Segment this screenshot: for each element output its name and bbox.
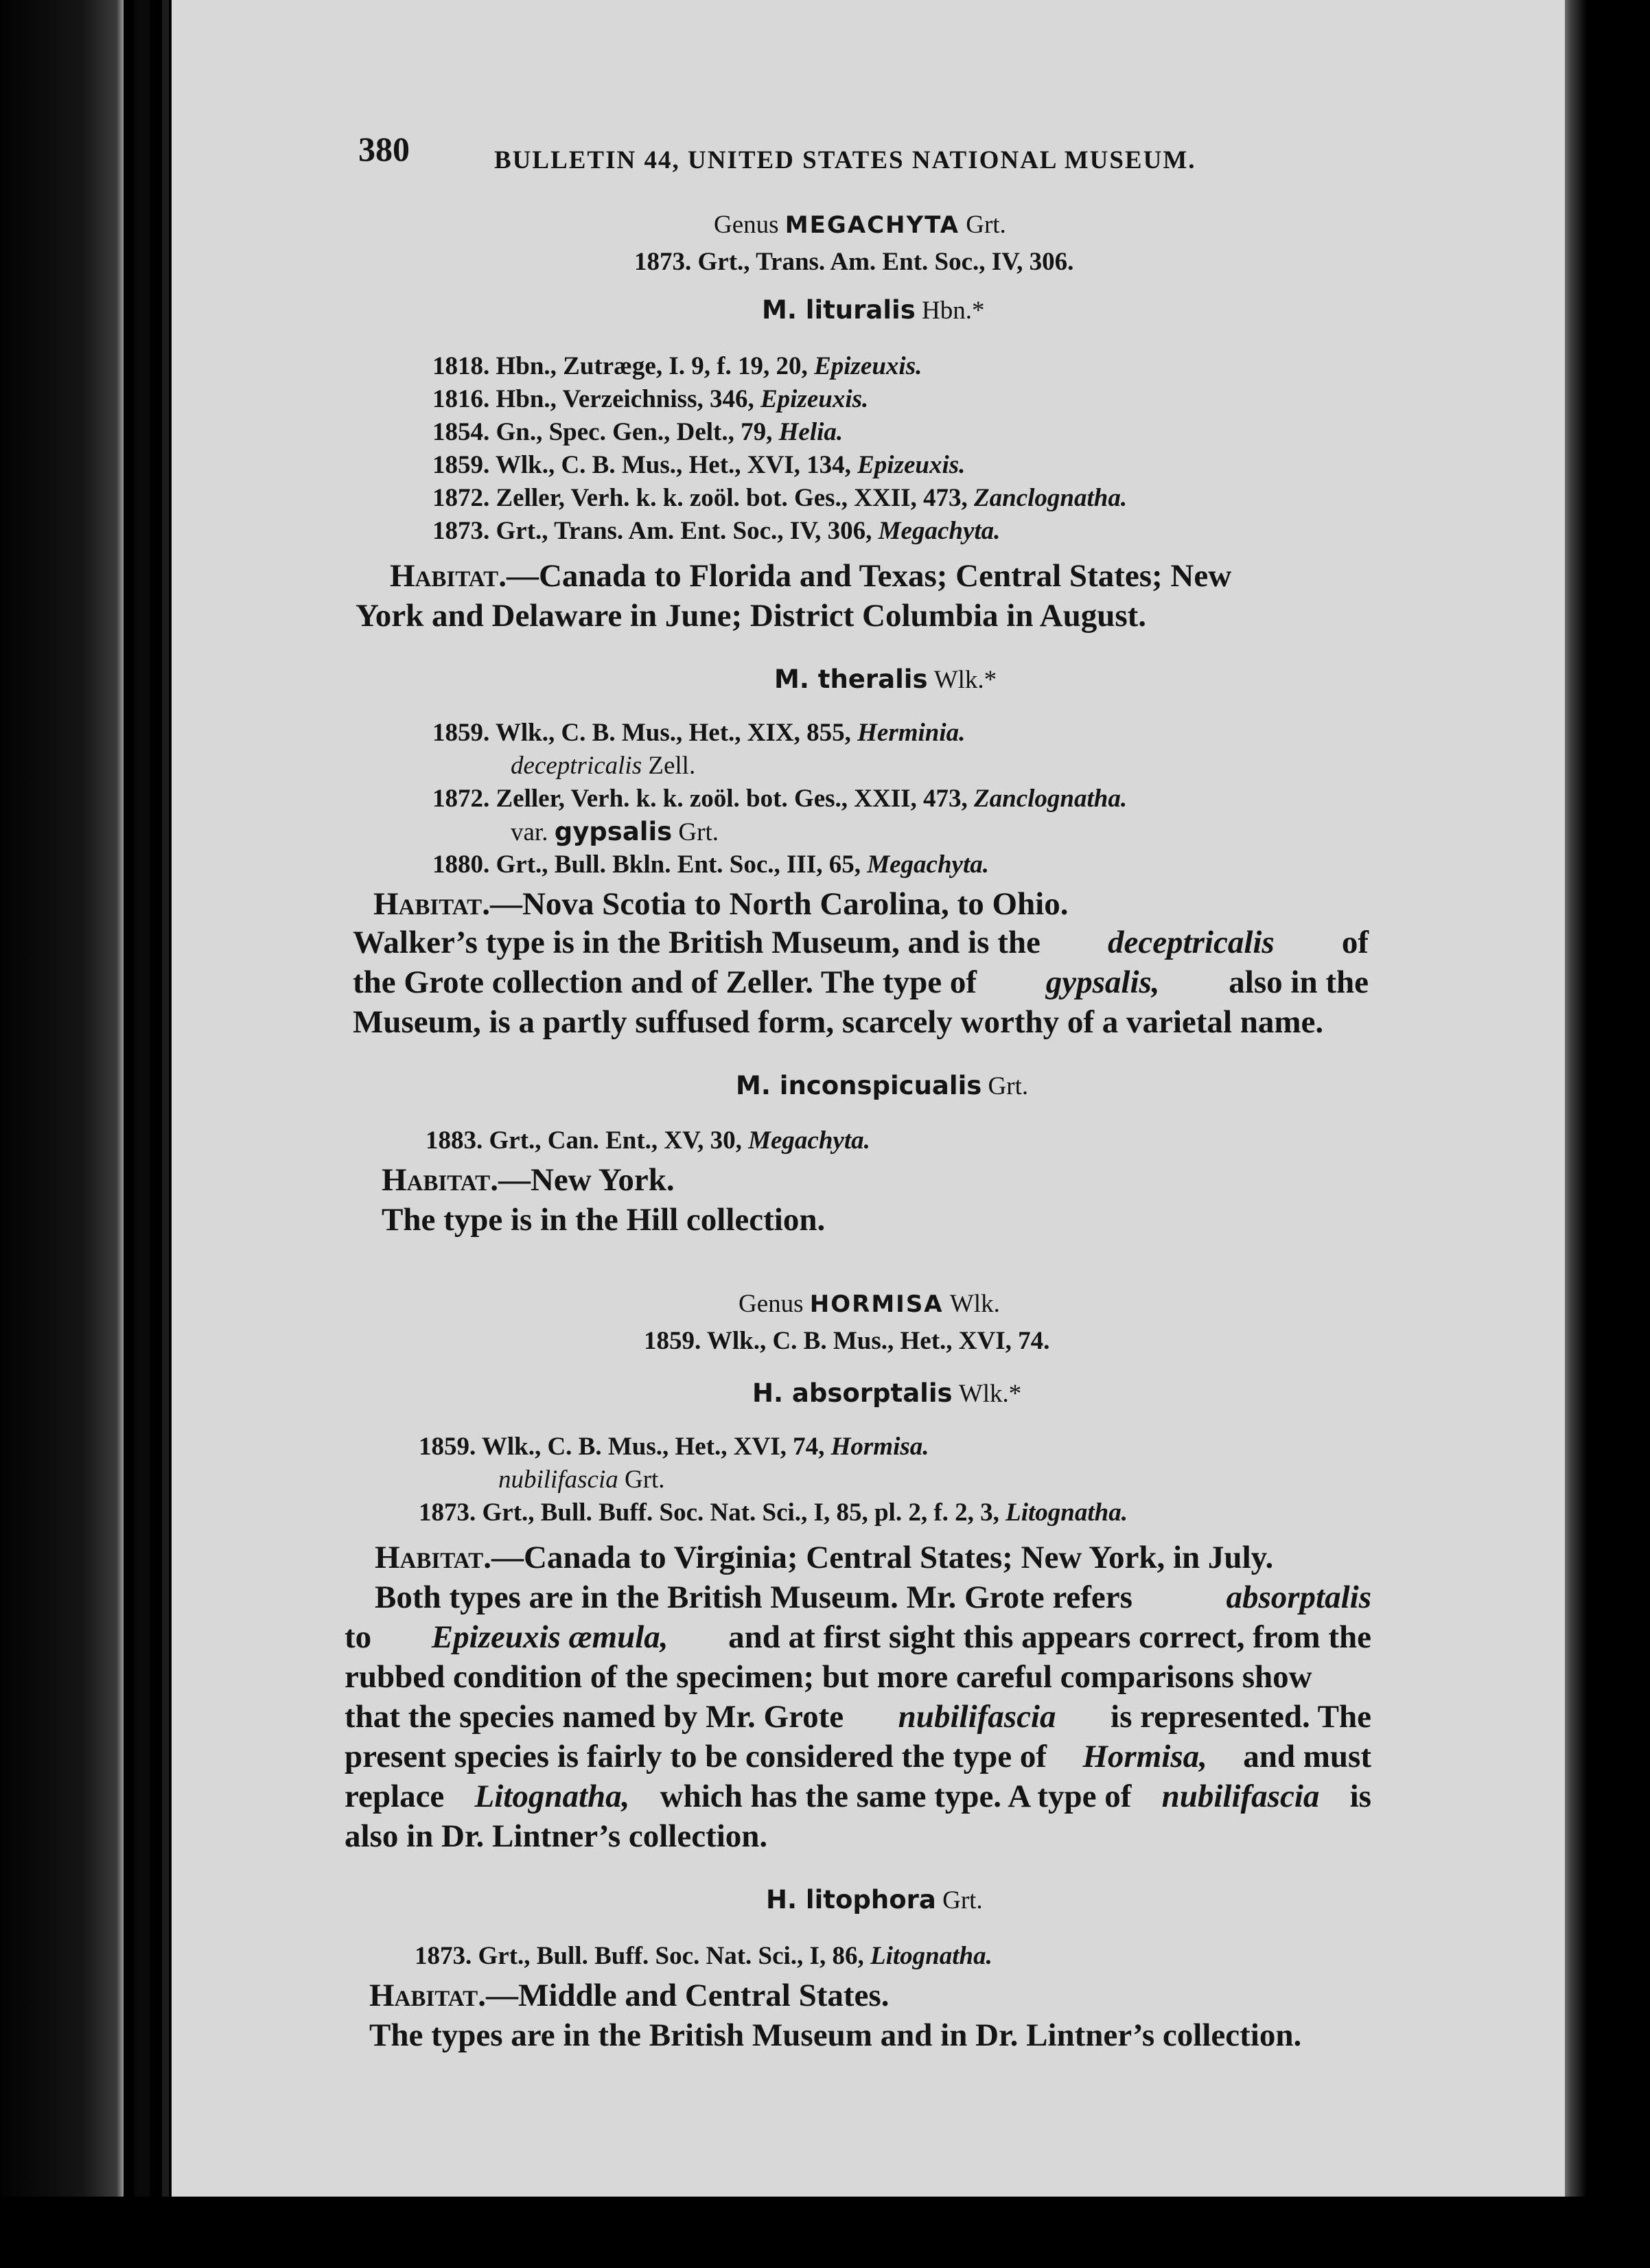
ref-text: Grt., Bull. Bkln. Ent. Soc., III, 65, (496, 850, 861, 879)
note-text: and at first sight this appears correct, from the (728, 1619, 1371, 1655)
note-text: also in the (1229, 964, 1369, 1000)
reference-line (432, 718, 965, 748)
scan-border-left (0, 0, 124, 2268)
scan-border-stripe (135, 0, 150, 2268)
note-line (345, 1778, 1371, 1815)
species-author: Grt. (942, 1886, 983, 1914)
note-line (345, 1738, 1371, 1775)
species-name: M. theralis (774, 664, 928, 694)
note-line (345, 1619, 1371, 1656)
species-name: H. absorptalis (752, 1378, 953, 1408)
note-italic: Hormisa, (1082, 1739, 1207, 1774)
ref-genus: Megachyta. (748, 1126, 870, 1155)
habitat-line (382, 1161, 675, 1199)
note-text: Walker’s type is in the British Museum, and is the (353, 925, 1041, 960)
reference-line (419, 1432, 929, 1461)
ref-year: 1859. (419, 1433, 476, 1461)
ref-year: 1854. (432, 418, 490, 446)
species-name: M. inconspicualis (736, 1071, 982, 1100)
ref-text: Wlk., C. B. Mus., Het., XVI, 134, (495, 451, 851, 479)
ref-year: 1880. (432, 850, 490, 879)
reference-line (432, 483, 1127, 513)
ref-text: Zeller, Verh. k. k. zoöl. bot. Ges., XXII, 473, (496, 484, 968, 512)
note-line: rubbed condition of the specimen; but more careful comparisons show (345, 1659, 1312, 1695)
reference-line (415, 1941, 992, 1971)
habitat-text: —Canada to Florida and Texas; Central States; New (506, 558, 1232, 594)
ref-text: Zeller, Verh. k. k. zoöl. bot. Ges., XXII, 473, (496, 785, 968, 813)
ref-genus: Megachyta. (867, 850, 990, 879)
genus-label: Genus (739, 1290, 804, 1318)
species-author: Hbn.* (922, 297, 985, 325)
note-text: the Grote collection and of Zeller. The type of (353, 964, 977, 1000)
habitat-line (369, 1977, 889, 2014)
ref-genus: Hormisa. (830, 1433, 929, 1461)
reference-line (432, 450, 965, 480)
ref-text: Grt., Bull. Buff. Soc. Nat. Sci., I, 85, pl. 2, f. 2, 3, (482, 1498, 999, 1527)
note-line: Museum, is a partly suffused form, scarcely worthy of a varietal name. (353, 1004, 1324, 1040)
ref-year: 1818. (432, 352, 490, 380)
species-heading-inconspicualis (736, 1071, 1028, 1101)
note-text: present species is fairly to be considered the type of (345, 1739, 1047, 1774)
species-name: M. lituralis (762, 295, 916, 325)
ref-year: 1873. (432, 517, 490, 545)
habitat-label: Habitat. (369, 1978, 486, 2013)
synonym-line (511, 751, 695, 780)
reference-line (432, 417, 843, 447)
note-italic: Litognatha, (474, 1779, 630, 1814)
ref-year: 1859. (432, 451, 490, 479)
synonym-author: Grt. (624, 1466, 665, 1494)
ref-genus: Epizeuxis. (857, 451, 966, 479)
ref-text: Wlk., C. B. Mus., Het., XIX, 855, (495, 719, 851, 747)
habitat-text: —Middle and Central States. (485, 1978, 890, 2013)
paper-sheet (172, 0, 1565, 2197)
species-heading-theralis (774, 664, 997, 695)
habitat-label: Habitat. (375, 1540, 491, 1575)
ref-year: 1883. (426, 1126, 483, 1155)
note-line: The types are in the British Museum and in Dr. Lintner’s collection. (369, 2017, 1302, 2053)
genus-citation: 1873. Grt., Trans. Am. Ent. Soc., IV, 306. (634, 248, 1074, 276)
ref-genus: Herminia. (857, 719, 966, 747)
ref-genus: Epizeuxis. (814, 352, 922, 380)
reference-line (419, 1498, 1128, 1527)
species-author: Wlk.* (933, 666, 997, 694)
ref-genus: Litognatha. (1006, 1498, 1128, 1527)
note-italic: nubilifascia (898, 1699, 1056, 1735)
ref-genus: Zanclognatha. (974, 484, 1128, 512)
genus-author: Wlk. (949, 1290, 1000, 1318)
variety-line (511, 817, 719, 847)
note-line (353, 964, 1369, 1001)
note-text: which has the same type. A type of (660, 1779, 1132, 1814)
species-author: Grt. (988, 1072, 1029, 1100)
ref-genus: Litognatha. (870, 1942, 992, 1970)
ref-text: Wlk., C. B. Mus., Het., XVI, 74, (481, 1433, 825, 1461)
reference-line (426, 1126, 870, 1155)
note-line (375, 1579, 1371, 1616)
ref-genus: Helia. (778, 418, 844, 446)
genus-name: MEGACHYTA (785, 211, 960, 239)
ref-text: Grt., Trans. Am. Ent. Soc., IV, 306, (496, 517, 872, 545)
reference-line (432, 850, 989, 879)
ref-year: 1873. (415, 1942, 472, 1970)
habitat-label: Habitat. (382, 1162, 498, 1198)
page-number: 380 (358, 130, 410, 168)
synonym-name: nubilifascia (498, 1466, 618, 1494)
species-name: H. litophora (766, 1885, 936, 1914)
species-heading-absorptalis (752, 1378, 1021, 1409)
habitat-label: Habitat. (390, 558, 507, 594)
ref-text: Hbn., Zutræge, I. 9, f. 19, 20, (496, 352, 808, 380)
note-italic: gypsalis, (1045, 964, 1160, 1000)
reference-line (432, 384, 868, 414)
synonym-name: deceptricalis (511, 752, 642, 780)
synonym-line (498, 1465, 665, 1494)
variety-author: Grt. (678, 818, 719, 846)
species-author: Wlk.* (958, 1380, 1022, 1408)
note-text: Both types are in the British Museum. Mr. Grote refers (375, 1579, 1132, 1615)
ref-text: Grt., Can. Ent., XV, 30, (489, 1126, 742, 1155)
scan-border-right (1585, 0, 1650, 2268)
note-line (353, 924, 1369, 961)
note-text: is (1349, 1779, 1371, 1814)
habitat-line (373, 886, 1068, 923)
ref-genus: Megachyta. (878, 517, 1001, 545)
note-text: that the species named by Mr. Grote (345, 1699, 844, 1735)
note-italic: absorptalis (1226, 1579, 1371, 1615)
habitat-continuation: York and Delaware in June; District Columbia in August. (356, 598, 1147, 634)
ref-text: Hbn., Verzeichniss, 346, (496, 385, 754, 413)
ref-year: 1872. (432, 484, 490, 512)
variety-prefix: var. (511, 818, 548, 846)
running-title: BULLETIN 44, UNITED STATES NATIONAL MUSEUM. (494, 146, 1196, 174)
species-heading-litophora (766, 1885, 983, 1915)
species-heading-lituralis (762, 295, 985, 325)
note-italic: Epizeuxis æmula, (431, 1619, 669, 1655)
genus-citation: 1859. Wlk., C. B. Mus., Het., XVI, 74. (644, 1327, 1050, 1355)
note-italic: deceptricalis (1107, 925, 1275, 960)
ref-year: 1816. (432, 385, 490, 413)
habitat-text: —Canada to Virginia; Central States; New York, in July. (491, 1540, 1274, 1575)
ref-year: 1859. (432, 719, 490, 747)
note-line: The type is in the Hill collection. (382, 1202, 826, 1238)
scan-border-bottom (0, 2197, 1650, 2268)
genus-author: Grt. (966, 211, 1006, 239)
genus-heading-megachyta (714, 210, 1006, 240)
ref-year: 1872. (432, 785, 490, 813)
genus-heading-hormisa (739, 1289, 1000, 1319)
ref-text: Gn., Spec. Gen., Delt., 79, (496, 418, 773, 446)
note-line (345, 1698, 1371, 1735)
ref-genus: Epizeuxis. (760, 385, 869, 413)
note-text: of (1341, 925, 1369, 960)
note-text: and must (1243, 1739, 1371, 1774)
scan-border-stripe-2 (162, 0, 169, 2268)
note-line: also in Dr. Lintner’s collection. (345, 1818, 768, 1854)
reference-line (432, 516, 1000, 546)
synonym-author: Zell. (648, 752, 696, 780)
ref-text: Grt., Bull. Buff. Soc. Nat. Sci., I, 86, (478, 1942, 864, 1970)
habitat-text: —Nova Scotia to North Carolina, to Ohio. (489, 886, 1069, 922)
variety-name: gypsalis (554, 817, 673, 846)
habitat-label: Habitat. (373, 886, 490, 922)
note-text: to (345, 1619, 372, 1655)
habitat-line (390, 557, 1231, 594)
reference-line (432, 784, 1127, 813)
genus-label: Genus (714, 211, 779, 239)
note-italic: nubilifascia (1161, 1779, 1320, 1814)
note-text: replace (345, 1779, 445, 1814)
habitat-text: —New York. (498, 1162, 675, 1198)
habitat-line (375, 1539, 1273, 1576)
note-text: is represented. The (1111, 1699, 1371, 1735)
ref-year: 1873. (419, 1498, 476, 1527)
genus-name: HORMISA (809, 1291, 944, 1318)
ref-genus: Zanclognatha. (974, 785, 1128, 813)
reference-line (432, 351, 922, 381)
